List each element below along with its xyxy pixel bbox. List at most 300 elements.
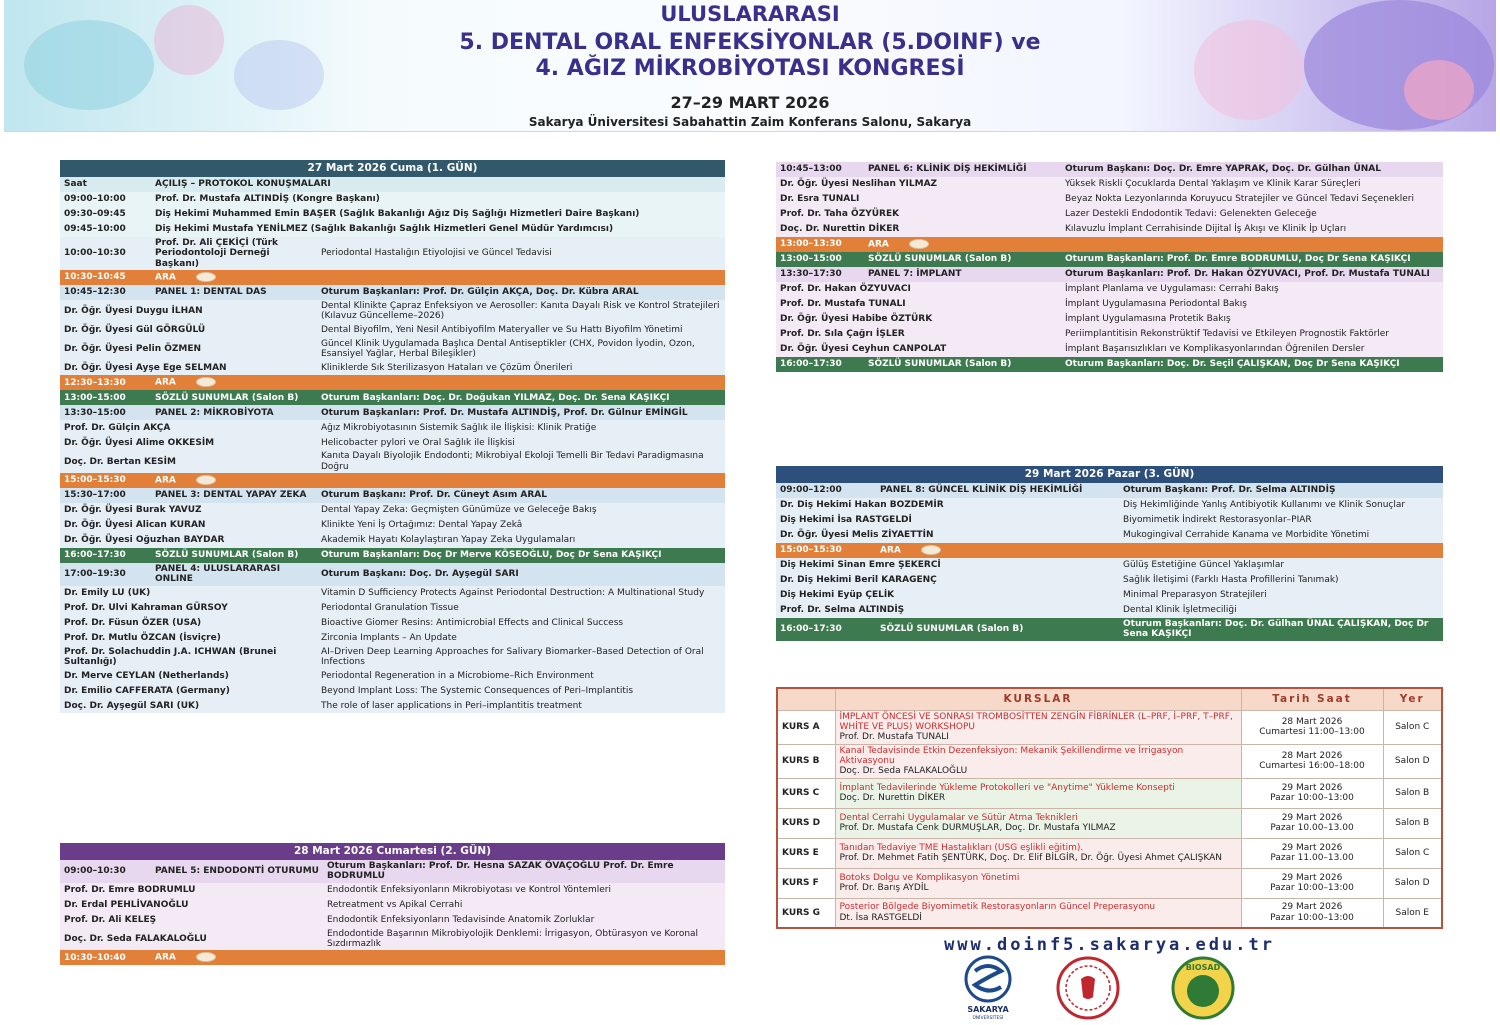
schedule-row	[60, 668, 725, 683]
course-place: Salon E	[1383, 898, 1442, 928]
coffee-cup-icon	[196, 952, 216, 962]
course-place: Salon D	[1383, 868, 1442, 898]
course-title: Kanal Tedavisinde Etkin Dezenfeksiyon: Mekanik Şekillendirme ve İrrigasyon Aktivasyonu	[839, 745, 1184, 766]
schedule-row	[60, 207, 725, 222]
course-id: KURS A	[777, 710, 835, 744]
course-id: KURS E	[777, 838, 835, 868]
row-topic: Oturum Başkanları: Prof. Dr. Gülçin AKÇA, Doç. Dr. Kübra ARAL	[317, 285, 725, 300]
break-label: ARA	[155, 377, 176, 388]
row-time-or-speaker: 09:30–09:45	[60, 207, 151, 222]
oral-session-row	[776, 357, 1443, 372]
day2-schedule-continued	[776, 162, 1443, 372]
row-topic: Endodontik Enfeksiyonların Mikrobiyotası ve Kontrol Yöntemleri	[323, 883, 725, 898]
row-time-or-speaker: Dr. Öğr. Üyesi Melis ZİYAETTİN	[776, 528, 1119, 543]
oral-session-row	[776, 618, 1443, 641]
schedule-row	[60, 586, 725, 601]
day-title: 28 Mart 2026 Cumartesi (2. GÜN)	[60, 843, 725, 860]
row-time-or-speaker: Dr. Diş Hekimi Hakan BOZDEMİR	[776, 498, 1119, 513]
break-cell	[876, 543, 1443, 558]
courses-header-row	[777, 688, 1442, 710]
break-row	[60, 473, 725, 488]
row-topic: The role of laser applications in Peri–implantitis treatment	[317, 698, 725, 713]
course-datetime	[1241, 898, 1383, 928]
break-time: 10:30–10:45	[60, 270, 151, 285]
row-time-or-speaker: Dr. Öğr. Üyesi Alican KURAN	[60, 518, 317, 533]
course-time: Pazar 10:00–13:00	[1270, 883, 1354, 894]
row-time-or-speaker: Dr. Öğr. Üyesi Gül GÖRGÜLÜ	[60, 323, 317, 338]
row-time-or-speaker: Dr. Esra TUNALI	[776, 192, 1061, 207]
courses-header-blank	[777, 688, 835, 710]
course-row	[777, 868, 1442, 898]
row-time-or-speaker: 10:45–13:00	[776, 162, 864, 177]
course-row	[777, 744, 1442, 778]
coffee-cup-icon	[196, 272, 216, 282]
row-time-or-speaker: Prof. Dr. Ali KELEŞ	[60, 913, 323, 928]
row-time-or-speaker: 09:00–12:00	[776, 483, 876, 498]
row-time-or-speaker: Prof. Dr. Ulvi Kahraman GÜRSOY	[60, 601, 317, 616]
course-title: Dental Cerrahi Uygulamalar ve Sütür Atma Teknikleri	[839, 812, 1078, 823]
row-time-or-speaker: Diş Hekimi Eyüp ÇELİK	[776, 588, 1119, 603]
row-topic: Oturum Başkanı: Prof. Dr. Selma ALTINDİŞ	[1119, 483, 1443, 498]
row-topic: Oturum Başkanları: Prof. Dr. Mustafa ALTINDİŞ, Prof. Dr. Gülnur EMİNGİL	[317, 405, 725, 420]
coffee-cup-icon	[196, 475, 216, 485]
schedule-row	[776, 327, 1443, 342]
panel-row	[776, 483, 1443, 498]
schedule-row	[776, 528, 1443, 543]
row-topic: Kanıta Dayalı Biyolojik Endodonti; Mikrobiyal Ekoloji Temelli Bir Tedavi Paradigmasına Doğru	[317, 450, 725, 473]
course-row	[777, 808, 1442, 838]
day-header	[60, 843, 725, 860]
break-label: ARA	[880, 545, 901, 556]
day-header	[60, 160, 725, 177]
course-place: Salon C	[1383, 838, 1442, 868]
row-time-or-speaker: Prof. Dr. Solachuddin J.A. ICHWAN (Brunei Sultanlığı)	[60, 646, 317, 669]
row-topic: Kliniklerde Sık Sterilizasyon Hataları ve Çözüm Önerileri	[317, 360, 725, 375]
courses-header-title: KURSLAR	[835, 688, 1241, 710]
row-time-or-speaker: Dr. Öğr. Üyesi Duygu İLHAN	[60, 300, 317, 323]
course-time: Pazar 10:00–13:00	[1270, 912, 1354, 923]
row-topic: Dental Biyofilm, Yeni Nesil Antibiyofilm Materyaller ve Su Hattı Biyofilm Yönetimi	[317, 323, 725, 338]
row-topic: Klinikte Yeni İş Ortağımız: Dental Yapay Zekâ	[317, 518, 725, 533]
row-time-or-speaker: Dr. Erdal PEHLİVANOĞLU	[60, 898, 323, 913]
break-cell	[864, 237, 1443, 252]
course-id: KURS D	[777, 808, 835, 838]
row-topic: AI–Driven Deep Learning Approaches for Salivary Biomarker–Based Detection of Oral Infections	[317, 646, 725, 669]
schedule-row	[776, 207, 1443, 222]
schedule-row	[60, 420, 725, 435]
course-row	[777, 898, 1442, 928]
row-description: AÇILIŞ – PROTOKOL KONUŞMALARI	[151, 177, 725, 192]
course-instructor: Prof. Dr. Mustafa Cenk DURMUŞLAR, Doç. Dr. Mustafa YILMAZ	[839, 823, 1116, 834]
course-instructor: Prof. Dr. Barış AYDİL	[839, 883, 929, 894]
schedule-row	[776, 573, 1443, 588]
row-session: SÖZLÜ SUNUMLAR (Salon B)	[864, 252, 1061, 267]
row-session: SÖZLÜ SUNUMLAR (Salon B)	[864, 357, 1061, 372]
row-topic: Oturum Başkanı: Doç. Dr. Ayşegül SARI	[317, 563, 725, 586]
schedule-row	[60, 518, 725, 533]
course-date: 29 Mart 2026	[1281, 782, 1343, 793]
row-topic: Oturum Başkanı: Doç. Dr. Emre YAPRAK, Doç. Dr. Gülhan ÜNAL	[1061, 162, 1443, 177]
course-row	[777, 710, 1442, 744]
row-time-or-speaker: Prof. Dr. Sıla Çağrı İŞLER	[776, 327, 1061, 342]
row-topic: Diş Hekimliğinde Yanlış Antibiyotik Kullanımı ve Klinik Sonuçlar	[1119, 498, 1443, 513]
row-time-or-speaker: Prof. Dr. Mutlu ÖZCAN (İsviçre)	[60, 631, 317, 646]
day1-schedule	[60, 160, 725, 713]
panel-row	[60, 860, 725, 883]
logo-university-text: ÜNİVERSİTESİ	[972, 1016, 1004, 1021]
break-row	[776, 543, 1443, 558]
event-venue: Sakarya Üniversitesi Sabahattin Zaim Konferans Salonu, Sakarya	[528, 115, 972, 129]
row-session: PANEL 5: ENDODONTİ OTURUMU	[151, 860, 323, 883]
day3-schedule	[776, 466, 1443, 641]
schedule-row	[60, 435, 725, 450]
break-row	[776, 237, 1443, 252]
course-info	[835, 710, 1241, 744]
row-time-or-speaker: Dr. Emily LU (UK)	[60, 586, 317, 601]
row-time-or-speaker: Doç. Dr. Nurettin DİKER	[776, 222, 1061, 237]
course-date: 28 Mart 2026	[1281, 750, 1343, 761]
course-title: İmplant Tedavilerinde Yükleme Protokolleri ve "Anytime" Yükleme Konsepti	[839, 782, 1175, 793]
break-cell	[151, 270, 725, 285]
row-topic: Oturum Başkanları: Doç. Dr. Seçil ÇALIŞKAN, Doç Dr Sena KAŞIKÇI	[1061, 357, 1443, 372]
courses-table	[776, 687, 1443, 929]
course-date: 29 Mart 2026	[1281, 842, 1343, 853]
course-id: KURS B	[777, 744, 835, 778]
break-row	[60, 375, 725, 390]
course-datetime	[1241, 744, 1383, 778]
row-time-or-speaker: Dr. Emilio CAFFERATA (Germany)	[60, 683, 317, 698]
website-link[interactable]: www.doinf5.sakarya.edu.tr	[944, 935, 1275, 955]
coffee-cup-icon	[909, 239, 929, 249]
schedule-row	[776, 192, 1443, 207]
schedule-row	[60, 237, 725, 270]
row-topic: Güncel Klinik Uygulamada Başlıca Dental Antiseptikler (CHX, Povidon İyodin, Ozon, Esansiyel Yağlar, Herbal Bileşikler)	[317, 338, 725, 361]
course-info	[835, 838, 1241, 868]
row-time-or-speaker: Prof. Dr. Mustafa TUNALI	[776, 297, 1061, 312]
row-time-or-speaker: 09:00–10:30	[60, 860, 151, 883]
row-time-or-speaker: 16:00–17:30	[60, 548, 151, 563]
break-label: ARA	[155, 952, 176, 963]
row-time-or-speaker: Diş Hekimi Sinan Emre ŞEKERCİ	[776, 558, 1119, 573]
course-info	[835, 778, 1241, 808]
course-time: Cumartesi 11:00–13:00	[1259, 727, 1365, 738]
row-session: PANEL 6: KLİNİK DİŞ HEKİMLİĞİ	[864, 162, 1061, 177]
panel-row	[776, 267, 1443, 282]
schedule-row	[60, 503, 725, 518]
row-topic: Endodontide Başarının Mikrobiyolojik Denklemi: İrrigasyon, Obtürasyon ve Koronal Sızdırmazlık	[323, 928, 725, 951]
row-time-or-speaker: Diş Hekimi İsa RASTGELDİ	[776, 513, 1119, 528]
break-time: 12:30–13:30	[60, 375, 151, 390]
row-topic: Beyond Implant Loss: The Systemic Consequences of Peri–Implantitis	[317, 683, 725, 698]
course-time: Cumartesi 16:00–18:00	[1259, 761, 1365, 772]
row-time-or-speaker: Prof. Dr. Selma ALTINDİŞ	[776, 603, 1119, 618]
row-session: PANEL 4: ULUSLARARASI ONLINE	[151, 563, 317, 586]
course-title: İMPLANT ÖNCESİ VE SONRASI TROMBOSİTTEN ZENGİN FİBRİNLER (L–PRF, İ–PRF, T–PRF, WHİTE VE PLUS) WORKSHOPU	[839, 711, 1233, 732]
row-topic: Helicobacter pylori ve Oral Sağlık ile İlişkisi	[317, 435, 725, 450]
course-datetime	[1241, 778, 1383, 808]
dental-faculty-seal-logo	[1055, 955, 1121, 1021]
schedule-row	[60, 533, 725, 548]
header-banner	[4, 0, 1496, 132]
schedule-row	[60, 338, 725, 361]
course-title: Botoks Dolgu ve Komplikasyon Yönetimi	[839, 872, 1020, 883]
schedule-row	[60, 450, 725, 473]
row-topic: Vitamin D Sufficiency Protects Against Periodontal Destruction: A Multinational Study	[317, 586, 725, 601]
row-topic: Kılavuzlu İmplant Cerrahisinde Dijital İş Akışı ve Klinik İp Uçları	[1061, 222, 1443, 237]
course-place: Salon C	[1383, 710, 1442, 744]
schedule-row	[60, 360, 725, 375]
row-time-or-speaker: Prof. Dr. Emre BODRUMLU	[60, 883, 323, 898]
course-instructor: Prof. Dr. Mehmet Fatih ŞENTÜRK, Doç. Dr. Elif BİLGİR, Dr. Öğr. Üyesi Ahmet ÇALIŞKAN	[839, 853, 1223, 864]
panel-row	[776, 162, 1443, 177]
day-title: 27 Mart 2026 Cuma (1. GÜN)	[60, 160, 725, 177]
row-time-or-speaker: 09:45–10:00	[60, 222, 151, 237]
row-topic: Dental Klinik İşletmeciliği	[1119, 603, 1443, 618]
course-info	[835, 898, 1241, 928]
schedule-row	[60, 192, 725, 207]
schedule-row	[60, 698, 725, 713]
coffee-cup-icon	[196, 377, 216, 387]
row-time-or-speaker: Saat	[60, 177, 151, 192]
row-time-or-speaker: Prof. Dr. Gülçin AKÇA	[60, 420, 317, 435]
break-label: ARA	[155, 475, 176, 486]
break-cell	[151, 375, 725, 390]
schedule-row	[60, 631, 725, 646]
oral-session-row	[60, 548, 725, 563]
day2-schedule	[60, 843, 725, 965]
row-session: PANEL 2: MİKROBİYOTA	[151, 405, 317, 420]
row-topic: Mukogingival Cerrahide Kanama ve Morbidite Yönetimi	[1119, 528, 1443, 543]
row-session: SÖZLÜ SUNUMLAR (Salon B)	[876, 618, 1119, 641]
row-time-or-speaker: Prof. Dr. Füsun ÖZER (USA)	[60, 616, 317, 631]
course-time: Pazar 10:00–13:00	[1270, 793, 1354, 804]
row-time-or-speaker: 13:00–15:00	[776, 252, 864, 267]
row-topic: Retreatment vs Apikal Cerrahi	[323, 898, 725, 913]
course-info	[835, 744, 1241, 778]
row-time-or-speaker: Prof. Dr. Hakan ÖZYUVACI	[776, 282, 1061, 297]
schedule-row	[776, 297, 1443, 312]
logo-sakarya-text: SAKARYA	[967, 1005, 1009, 1014]
row-session: PANEL 1: DENTAL DAS	[151, 285, 317, 300]
title-line-2: 5. DENTAL ORAL ENFEKSİYONLAR (5.DOINF) ve	[459, 30, 1041, 55]
row-description: Prof. Dr. Mustafa ALTINDİŞ (Kongre Başkanı)	[151, 192, 725, 207]
course-instructor: Doç. Dr. Nurettin DİKER	[839, 793, 946, 804]
event-dates: 27–29 MART 2026	[670, 93, 830, 112]
row-topic: Endodontik Enfeksiyonların Tedavisinde Anatomik Zorluklar	[323, 913, 725, 928]
course-instructor: Prof. Dr. Mustafa TUNALI	[839, 732, 949, 743]
course-time: Pazar 11.00–13.00	[1270, 853, 1354, 864]
row-time-or-speaker: Dr. Merve CEYLAN (Netherlands)	[60, 668, 317, 683]
row-topic: Akademik Hayatı Kolaylaştıran Yapay Zeka Uygulamaları	[317, 533, 725, 548]
schedule-row	[776, 222, 1443, 237]
course-datetime	[1241, 868, 1383, 898]
schedule-row	[60, 616, 725, 631]
row-session: Prof. Dr. Ali ÇEKİÇİ (Türk Periodontoloji Derneği Başkanı)	[151, 237, 317, 270]
row-topic: Periodontal Granulation Tissue	[317, 601, 725, 616]
row-topic: Oturum Başkanları: Prof. Dr. Hakan ÖZYUVACI, Prof. Dr. Mustafa TUNALI	[1061, 267, 1443, 282]
course-date: 28 Mart 2026	[1281, 716, 1343, 727]
schedule-row	[776, 513, 1443, 528]
row-time-or-speaker: 15:30–17:00	[60, 488, 151, 503]
row-session: PANEL 8: GÜNCEL KLİNİK DİŞ HEKİMLİĞİ	[876, 483, 1119, 498]
row-topic: Bioactive Giomer Resins: Antimicrobial Effects and Clinical Success	[317, 616, 725, 631]
row-topic: Dental Yapay Zeka: Geçmişten Günümüze ve Geleceğe Bakış	[317, 503, 725, 518]
break-time: 15:00–15:30	[60, 473, 151, 488]
course-place: Salon B	[1383, 808, 1442, 838]
schedule-row	[60, 913, 725, 928]
row-topic: Lazer Destekli Endodontik Tedavi: Gelenekten Geleceğe	[1061, 207, 1443, 222]
row-time-or-speaker: 10:00–10:30	[60, 237, 151, 270]
row-time-or-speaker: 09:00–10:00	[60, 192, 151, 207]
panel-row	[60, 488, 725, 503]
row-topic: Beyaz Nokta Lezyonlarında Koruyucu Stratejiler ve Güncel Tedavi Seçenekleri	[1061, 192, 1443, 207]
course-id: KURS F	[777, 868, 835, 898]
row-time-or-speaker: Dr. Öğr. Üyesi Neslihan YILMAZ	[776, 177, 1061, 192]
break-label: ARA	[155, 272, 176, 283]
row-topic: Minimal Preparasyon Stratejileri	[1119, 588, 1443, 603]
row-time-or-speaker: 13:30–17:30	[776, 267, 864, 282]
row-session: PANEL 7: İMPLANT	[864, 267, 1061, 282]
row-topic: Ağız Mikrobiyotasının Sistemik Sağlık ile İlişkisi: Klinik Pratiğe	[317, 420, 725, 435]
course-row	[777, 838, 1442, 868]
schedule-row	[60, 683, 725, 698]
row-time-or-speaker: Dr. Öğr. Üyesi Oğuzhan BAYDAR	[60, 533, 317, 548]
row-time-or-speaker: 17:00–19:30	[60, 563, 151, 586]
row-time-or-speaker: 16:00–17:30	[776, 618, 876, 641]
panel-row	[60, 177, 725, 192]
row-topic: İmplant Uygulamasına Protetik Bakış	[1061, 312, 1443, 327]
course-instructor: Dt. İsa RASTGELDİ	[839, 912, 922, 923]
row-topic: Oturum Başkanları: Doç. Dr. Doğukan YILMAZ, Doç. Dr. Sena KAŞIKÇI	[317, 390, 725, 405]
title-line-1: ULUSLARARASI	[660, 2, 840, 26]
row-time-or-speaker: 13:00–15:00	[60, 390, 151, 405]
title-line-3: 4. AĞIZ MİKROBİYOTASI KONGRESİ	[535, 56, 965, 81]
row-time-or-speaker: Doç. Dr. Ayşegül SARI (UK)	[60, 698, 317, 713]
schedule-row	[60, 300, 725, 323]
row-time-or-speaker: Dr. Öğr. Üyesi Habibe ÖZTÜRK	[776, 312, 1061, 327]
break-time: 10:30–10:40	[60, 950, 151, 965]
break-label: ARA	[868, 239, 889, 250]
row-time-or-speaker: Prof. Dr. Taha ÖZYÜREK	[776, 207, 1061, 222]
break-time: 15:00–15:30	[776, 543, 876, 558]
row-topic: İmplant Başarısızlıkları ve Komplikasyonlarından Öğrenilen Dersler	[1061, 342, 1443, 357]
coffee-cup-icon	[921, 545, 941, 555]
row-description: Diş Hekimi Muhammed Emin BAŞER (Sağlık Bakanlığı Ağız Diş Sağlığı Hizmetleri Daire Başkanı)	[151, 207, 725, 222]
course-time: Pazar 10.00–13.00	[1270, 823, 1354, 834]
oral-session-row	[60, 390, 725, 405]
row-topic: Biyomimetik İndirekt Restorasyonlar–PIAR	[1119, 513, 1443, 528]
course-info	[835, 808, 1241, 838]
row-topic: İmplant Uygulamasına Periodontal Bakış	[1061, 297, 1443, 312]
row-topic: Gülüş Estetiğine Güncel Yaklaşımlar	[1119, 558, 1443, 573]
schedule-row	[776, 282, 1443, 297]
sakarya-university-logo	[955, 955, 1021, 1021]
course-row	[777, 778, 1442, 808]
row-time-or-speaker: Dr. Öğr. Üyesi Ceyhun CANPOLAT	[776, 342, 1061, 357]
row-topic: Oturum Başkanı: Prof. Dr. Cüneyt Asım ARAL	[317, 488, 725, 503]
row-time-or-speaker: Doç. Dr. Seda FALAKALOĞLU	[60, 928, 323, 951]
course-place: Salon D	[1383, 744, 1442, 778]
schedule-row	[776, 558, 1443, 573]
row-topic: Oturum Başkanları: Doç. Dr. Gülhan ÜNAL ÇALIŞKAN, Doç Dr Sena KAŞIKÇI	[1119, 618, 1443, 641]
day-header	[776, 466, 1443, 483]
row-topic: Oturum Başkanları: Prof. Dr. Hesna SAZAK ÖVAÇOĞLU Prof. Dr. Emre BODRUMLU	[323, 860, 725, 883]
row-time-or-speaker: 10:45–12:30	[60, 285, 151, 300]
row-time-or-speaker: Dr. Öğr. Üyesi Burak YAVUZ	[60, 503, 317, 518]
row-session: SÖZLÜ SUNUMLAR (Salon B)	[151, 548, 317, 563]
course-date: 29 Mart 2026	[1281, 902, 1343, 913]
course-instructor: Doç. Dr. Seda FALAKALOĞLU	[839, 766, 968, 777]
row-topic: Periimplantitisin Rekonstrüktif Tedavisi ve Etkileyen Prognostik Faktörler	[1061, 327, 1443, 342]
schedule-row	[60, 898, 725, 913]
row-time-or-speaker: 16:00–17:30	[776, 357, 864, 372]
panel-row	[60, 405, 725, 420]
row-topic: Sağlık İletişimi (Farklı Hasta Profillerini Tanımak)	[1119, 573, 1443, 588]
schedule-row	[60, 883, 725, 898]
course-id: KURS G	[777, 898, 835, 928]
row-time-or-speaker: Dr. Öğr. Üyesi Ayşe Ege SELMAN	[60, 360, 317, 375]
row-topic: Oturum Başkanları: Doç Dr Merve KÖSEOĞLU, Doç Dr Sena KAŞIKÇI	[317, 548, 725, 563]
courses-header-place: Yer	[1383, 688, 1442, 710]
break-time: 13:00–13:30	[776, 237, 864, 252]
course-datetime	[1241, 838, 1383, 868]
break-cell	[151, 473, 725, 488]
row-time-or-speaker: Dr. Öğr. Üyesi Alime OKKESİM	[60, 435, 317, 450]
row-topic: Periodontal Regeneration in a Microbiome–Rich Environment	[317, 668, 725, 683]
break-cell	[151, 950, 725, 965]
course-title: Posterior Bölgede Biyomimetik Restorasyonların Güncel Preperasyonu	[839, 902, 1156, 913]
schedule-row	[776, 342, 1443, 357]
schedule-row	[60, 222, 725, 237]
row-time-or-speaker: 13:30–15:00	[60, 405, 151, 420]
row-time-or-speaker: Dr. Diş Hekimi Beril KARAGENÇ	[776, 573, 1119, 588]
schedule-row	[60, 646, 725, 669]
schedule-row	[776, 177, 1443, 192]
panel-row	[60, 285, 725, 300]
logo-biosad-text: BIOSAD	[1185, 963, 1221, 972]
course-title: Tanıdan Tedaviye TME Hastalıkları (USG eşlikli eğitim).	[839, 842, 1084, 853]
row-topic: Zirconia Implants – An Update	[317, 631, 725, 646]
course-id: KURS C	[777, 778, 835, 808]
course-datetime	[1241, 808, 1383, 838]
break-row	[60, 270, 725, 285]
row-topic: İmplant Planlama ve Uygulaması: Cerrahi Bakış	[1061, 282, 1443, 297]
course-date: 29 Mart 2026	[1281, 872, 1343, 883]
schedule-row	[776, 603, 1443, 618]
oral-session-row	[776, 252, 1443, 267]
schedule-row	[60, 323, 725, 338]
row-topic: Periodontal Hastalığın Etiyolojisi ve Güncel Tedavisi	[317, 237, 725, 270]
course-place: Salon B	[1383, 778, 1442, 808]
schedule-row	[60, 928, 725, 951]
row-session: PANEL 3: DENTAL YAPAY ZEKA	[151, 488, 317, 503]
course-datetime	[1241, 710, 1383, 744]
row-topic: Oturum Başkanları: Prof. Dr. Emre BODRUMLU, Doç Dr Sena KAŞIKÇI	[1061, 252, 1443, 267]
panel-row	[60, 563, 725, 586]
row-topic: Yüksek Riskli Çocuklarda Dental Yaklaşım ve Klinik Karar Süreçleri	[1061, 177, 1443, 192]
schedule-row	[776, 312, 1443, 327]
day-title: 29 Mart 2026 Pazar (3. GÜN)	[776, 466, 1443, 483]
courses-header-date: Tarih Saat	[1241, 688, 1383, 710]
break-row	[60, 950, 725, 965]
biosad-logo	[1170, 955, 1236, 1021]
schedule-row	[776, 498, 1443, 513]
row-session: SÖZLÜ SUNUMLAR (Salon B)	[151, 390, 317, 405]
row-time-or-speaker: Dr. Öğr. Üyesi Pelin ÖZMEN	[60, 338, 317, 361]
schedule-row	[60, 601, 725, 616]
course-info	[835, 868, 1241, 898]
schedule-row	[776, 588, 1443, 603]
